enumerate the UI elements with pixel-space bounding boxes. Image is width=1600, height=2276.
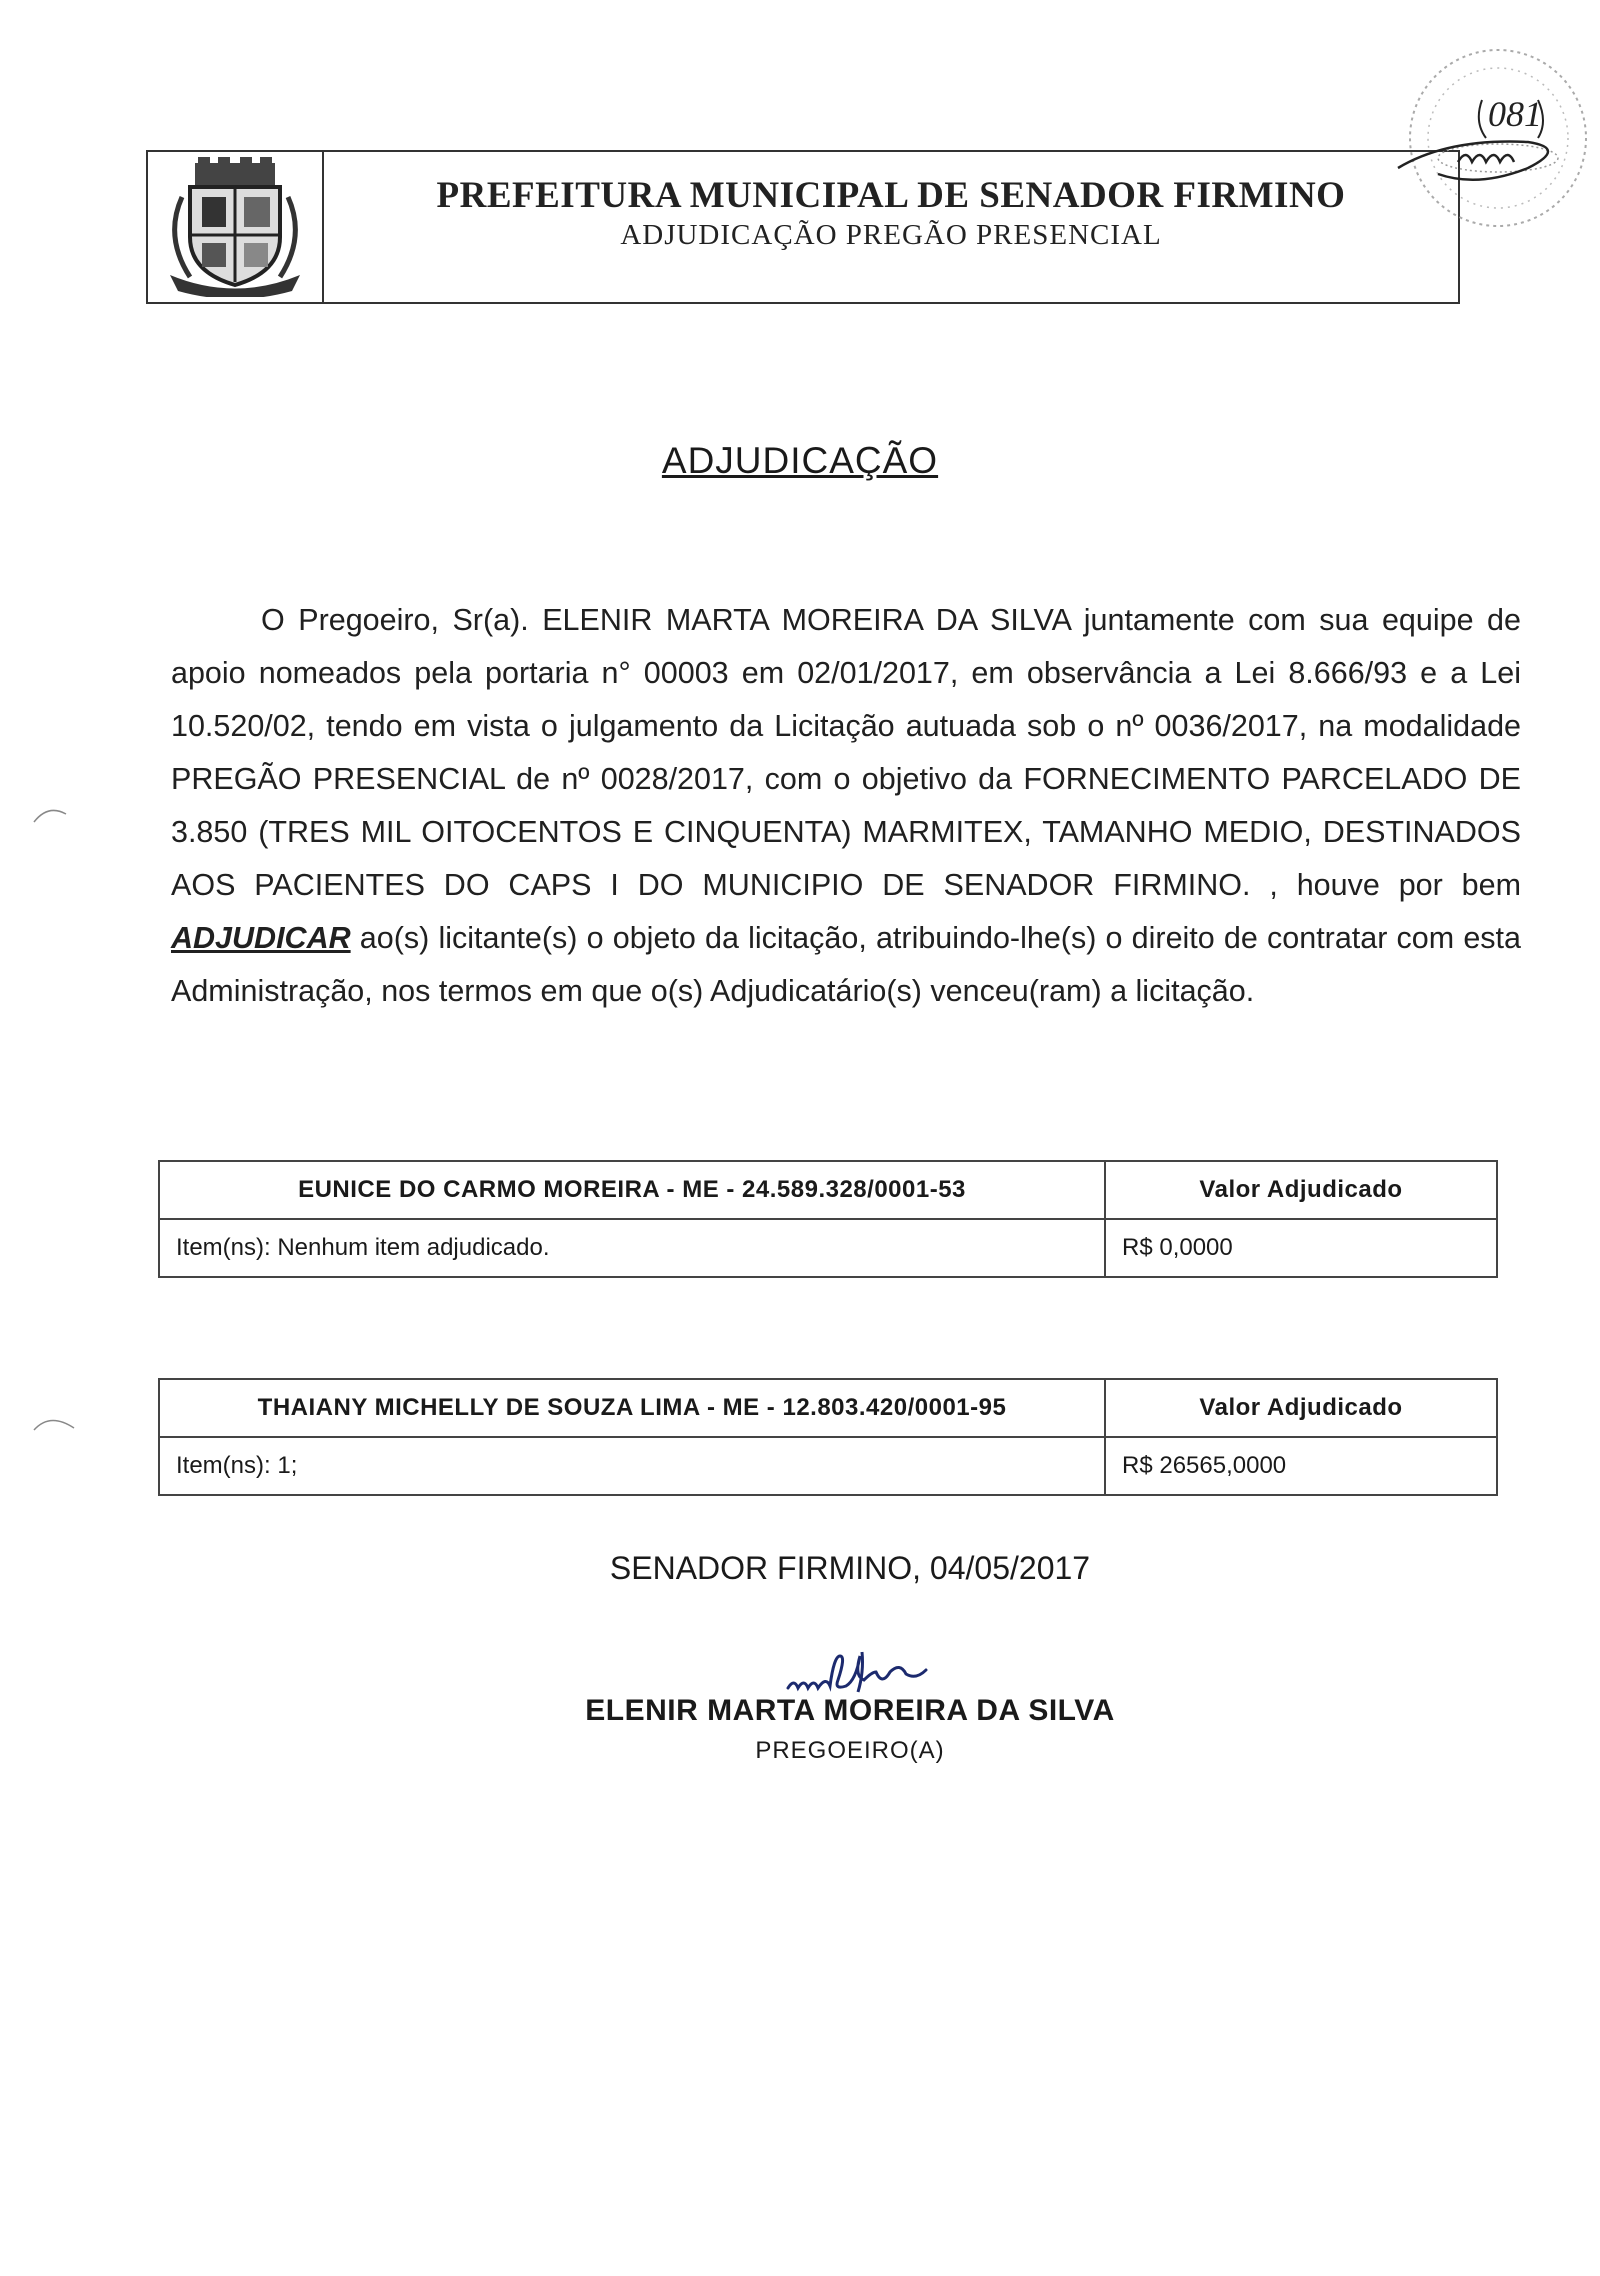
awarded-items: Item(ns): 1; (159, 1437, 1105, 1495)
signer-name: ELENIR MARTA MOREIRA DA SILVA (585, 1694, 1115, 1727)
adjudicar-emphasis: ADJUDICAR (171, 921, 351, 955)
punch-hole-mark (30, 800, 70, 840)
body-paragraph (171, 594, 1521, 1018)
logo-cell (148, 152, 324, 302)
adjudication-body (171, 594, 1521, 1018)
awarded-value: R$ 0,0000 (1105, 1219, 1497, 1277)
award-table-header-row (159, 1161, 1497, 1219)
awarded-items: Item(ns): Nenhum item adjudicado. (159, 1219, 1105, 1277)
award-table-1 (158, 1160, 1498, 1278)
award-table-2 (158, 1378, 1498, 1496)
page-number-stamp (1378, 38, 1588, 238)
place-and-date: SENADOR FIRMINO, 04/05/2017 (609, 1550, 1091, 1586)
municipality-title: PREFEITURA MUNICIPAL DE SENADOR FIRMINO (436, 175, 1346, 216)
awarded-value: R$ 26565,0000 (1105, 1437, 1497, 1495)
awardee-company: EUNICE DO CARMO MOREIRA - ME - 24.589.328/0001-53 (159, 1161, 1105, 1219)
value-column-header: Valor Adjudicado (1105, 1161, 1497, 1219)
body-text-after: ao(s) licitante(s) o objeto da licitação, atribuindo-lhe(s) o direito de contratar com esta Administração, nos termos em que o(s) Adjudicatário(s) venceu(ram) a licitação. (171, 921, 1521, 1008)
letterhead (146, 150, 1460, 304)
stamp-page-number: 081 (1488, 94, 1542, 134)
value-column-header: Valor Adjudicado (1105, 1379, 1497, 1437)
body-text-before: O Pregoeiro, Sr(a). ELENIR MARTA MOREIRA DA SILVA juntamente com sua equipe de apoio nomeados pela portaria n° 00003 em 02/01/2017, em observância a Lei 8.666/93 e a Lei 10.520/02, tendo em vista o julgamento da Licitação autuada sob o nº 0036/2017, na modalidade PREGÃO PRESENCIAL de nº 0028/2017, com o objetivo da FORNECIMENTO PARCELADO DE 3.850 (TRES MIL OITOCENTOS E CINQUENTA) MARMITEX, TAMANHO MEDIO, DESTINADOS AOS PACIENTES DO CAPS I DO MUNICIPIO DE SENADOR FIRMINO. , houve por bem (171, 603, 1521, 902)
award-table-row (159, 1219, 1497, 1277)
award-table-row (159, 1437, 1497, 1495)
document-title: ADJUDICAÇÃO (661, 440, 939, 481)
signer-role: PREGOEIRO(A) (755, 1737, 945, 1764)
municipal-coat-of-arms-logo (160, 157, 310, 297)
punch-hole-mark (30, 1408, 80, 1448)
awardee-company: THAIANY MICHELLY DE SOUZA LIMA - ME - 12.803.420/0001-95 (159, 1379, 1105, 1437)
document-type-subtitle: ADJUDICAÇÃO PREGÃO PRESENCIAL (620, 219, 1162, 251)
award-table-header-row (159, 1379, 1497, 1437)
